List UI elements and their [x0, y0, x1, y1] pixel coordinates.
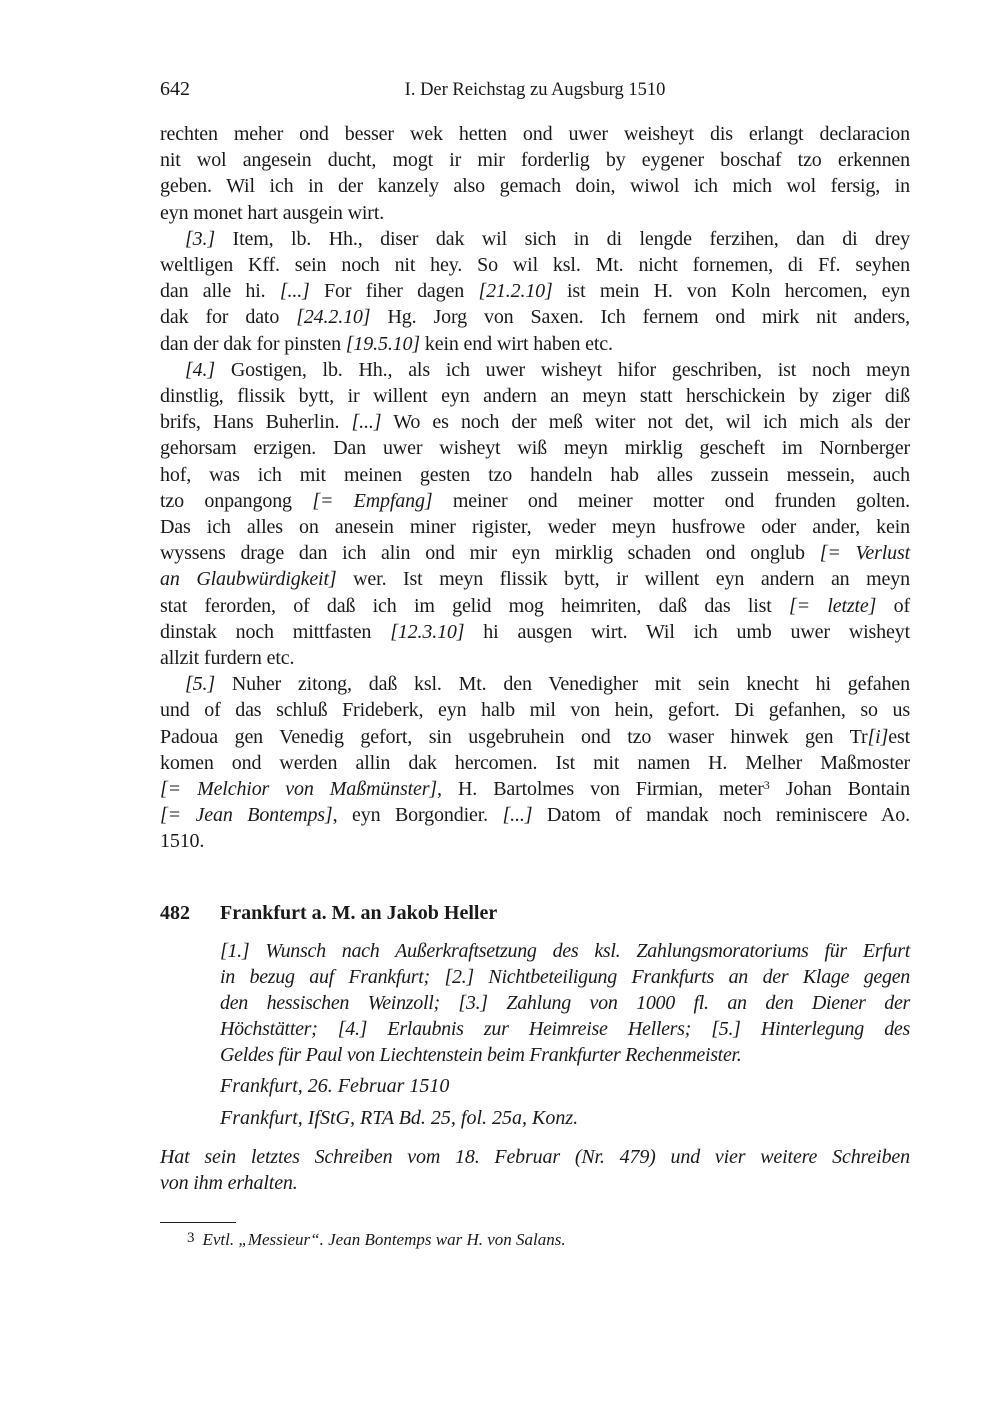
- regest-line: Höchstätter; [4.] Erlaubnis zur Heimreise Hellers; [5.] Hinterlegung des: [220, 1018, 910, 1040]
- editorial-annotation: [...]: [279, 280, 310, 303]
- text-segment: dak for dato: [160, 306, 297, 329]
- document-date: Frankfurt, 26. Februar 1510: [220, 1075, 450, 1097]
- body-line: [160, 147, 910, 173]
- editorial-annotation: [= Verlust: [819, 542, 910, 565]
- editorial-annotation: [i]: [867, 725, 889, 748]
- text-segment: nit wol angesein ducht, mogt ir mir forderlig by eygener boschaf tzo erkennen: [160, 149, 910, 172]
- text-segment: hof, was ich mit meinen gesten tzo handeln hab alles zussein messein, auch: [160, 463, 910, 486]
- document-title: Frankfurt a. M. an Jakob Heller: [220, 902, 498, 924]
- text-segment: ist mein H. von Koln hercomen, eyn: [552, 280, 910, 303]
- body-line: [160, 724, 910, 750]
- footnote-rule: [160, 1222, 236, 1223]
- text-segment: geben. Wil ich in der kanzely also gemach doin, wiwol ich mich wol fersig, in: [160, 175, 910, 198]
- text-segment: Gostigen, lb. Hh., als ich uwer wisheyt hifor geschriben, ist noch meyn: [214, 358, 910, 381]
- text-segment: 1510.: [160, 830, 205, 853]
- text-segment: gehorsam erzigen. Dan uwer wisheyt wiß meyn mirklig gescheft im Nornberger: [160, 437, 910, 460]
- body-line: [160, 383, 910, 409]
- text-segment: Johan Bontain: [769, 778, 911, 801]
- editorial-annotation: [...]: [351, 411, 382, 434]
- body-line: [160, 645, 910, 671]
- regest-line: in bezug auf Frankfurt; [2.] Nichtbeteiligung Frankfurts an der Klage gegen: [220, 966, 910, 988]
- text-segment: wer. Ist meyn flissik bytt, ir willent eyn andern an meyn: [336, 568, 910, 591]
- editorial-annotation: [24.2.10]: [296, 306, 371, 329]
- text-segment: wyssens drage dan ich alin ond mir eyn mirklig schaden ond onglub: [160, 542, 820, 565]
- editorial-annotation: [= Jean Bontemps]: [160, 804, 333, 827]
- text-segment: est: [888, 725, 910, 748]
- body-line: [160, 226, 910, 252]
- text-segment: Wo es noch der meß witer not det, wil ich mich als der: [381, 411, 910, 434]
- text-segment: Nuher zitong, daß ksl. Mt. den Venedigher mit sein knecht hi gefahen: [214, 673, 910, 696]
- editorial-annotation: [= Empfang]: [312, 489, 433, 512]
- body-line: [160, 278, 910, 304]
- body-line: [160, 252, 910, 278]
- editorial-annotation: [...]: [502, 804, 533, 827]
- text-segment: of: [876, 594, 910, 617]
- regest: [220, 938, 910, 1068]
- text-segment: und of das schluß Frideberk, eyn halb mil von hein, gefort. Di gefanhen, so us: [160, 699, 910, 722]
- body-line: [160, 409, 910, 435]
- text-segment: Hg. Jorg von Saxen. Ich fernem ond mirk nit anders,: [370, 306, 910, 329]
- text-segment: meiner ond meiner motter ond frunden golten.: [432, 489, 911, 512]
- document-summary: [160, 1144, 910, 1196]
- body-line: [160, 619, 910, 645]
- body-line: [160, 514, 910, 540]
- text-segment: rechten meher ond besser wek hetten ond uwer weisheyt dis erlangt declaracion: [160, 123, 910, 145]
- body-line: [160, 828, 910, 854]
- text-segment: dinstak noch mittfasten: [160, 620, 391, 643]
- editorial-annotation: [3.]: [185, 227, 215, 250]
- text-segment: , eyn Borgondier.: [332, 804, 503, 827]
- footnote-reference: 3: [763, 778, 770, 793]
- editorial-annotation: an Glaubwürdigkeit]: [160, 568, 337, 591]
- running-title: I. Der Reichstag zu Augsburg 1510: [404, 80, 666, 100]
- text-segment: For fiher dagen: [309, 280, 479, 303]
- text-segment: hi ausgen wirt. Wil ich umb uwer wisheyt: [464, 620, 910, 643]
- footnote-number: 3: [187, 1230, 195, 1246]
- body-line: [160, 173, 910, 199]
- text-segment: brifs, Hans Buherlin.: [160, 411, 352, 434]
- editorial-annotation: [= letzte]: [789, 594, 877, 617]
- text-segment: , H. Bartolmes von Firmian, meter: [437, 778, 764, 801]
- body-line: [160, 671, 910, 697]
- document-source: Frankfurt, IfStG, RTA Bd. 25, fol. 25a, Konz.: [220, 1107, 579, 1129]
- body-line: [160, 121, 910, 147]
- page-number: 642: [160, 78, 190, 100]
- body-line: [160, 566, 910, 592]
- text-segment: eyn monet hart ausgein wirt.: [160, 201, 385, 224]
- text-segment: Item, lb. Hh., diser dak wil sich in di lengde ferzihen, dan di drey: [214, 227, 910, 250]
- summary-line: von ihm erhalten.: [160, 1172, 298, 1194]
- body-line: [160, 435, 910, 461]
- text-segment: Padoua gen Venedig gefort, sin usgebruhein ond tzo waser hinwek gen Tr: [160, 725, 868, 748]
- footnote: [187, 1230, 566, 1250]
- text-segment: stat ferorden, of daß ich im gelid mog heimriten, daß das list: [160, 594, 790, 617]
- text-segment: Datom of mandak noch reminiscere Ao.: [532, 804, 910, 827]
- body-line: [160, 488, 910, 514]
- text-segment: dan alle hi.: [160, 280, 280, 303]
- regest-line: den hessischen Weinzoll; [3.] Zahlung von 1000 fl. an den Diener der: [220, 992, 910, 1014]
- editorial-annotation: [19.5.10]: [345, 332, 421, 355]
- body-line: [160, 697, 910, 723]
- body-line: [160, 776, 910, 802]
- letter-body-text: [160, 121, 910, 855]
- body-line: [160, 357, 910, 383]
- text-segment: komen ond werden allin dak hercomen. Ist mit namen H. Melher Maßmoster: [160, 751, 910, 774]
- text-segment: Das ich alles on anesein miner rigister, weder meyn husfrowe oder ander, kein: [160, 516, 910, 539]
- text-segment: allzit furdern etc.: [160, 647, 295, 670]
- document-number: 482: [160, 902, 190, 924]
- body-line: [160, 802, 910, 828]
- footnote-text: Evtl. „Messieur“. Jean Bontemps war H. von Salans.: [202, 1230, 566, 1249]
- running-header: [160, 78, 910, 106]
- text-segment: weltligen Kff. sein noch nit hey. So wil ksl. Mt. nicht fornemen, di Ff. seyhen: [160, 254, 910, 277]
- regest-line: [1.] Wunsch nach Außerkraftsetzung des ksl. Zahlungsmoratoriums für Erfurt: [220, 940, 910, 962]
- editorial-annotation: [5.]: [185, 673, 215, 696]
- regest-line: Geldes für Paul von Liechtenstein beim Frankfurter Rechenmeister.: [220, 1044, 742, 1066]
- summary-line: Hat sein letztes Schreiben vom 18. Februar (Nr. 479) und vier weitere Schreiben: [160, 1146, 910, 1168]
- body-line: [160, 750, 910, 776]
- body-line: [160, 462, 910, 488]
- editorial-annotation: [21.2.10]: [478, 280, 553, 303]
- text-segment: kein end wirt haben etc.: [420, 332, 613, 355]
- body-line: [160, 200, 910, 226]
- editorial-annotation: [12.3.10]: [390, 620, 465, 643]
- editorial-annotation: [4.]: [185, 358, 215, 381]
- body-line: [160, 540, 910, 566]
- text-segment: dinstlig, flissik bytt, ir willent eyn andern an meyn statt herschickein by ziger diß: [160, 385, 910, 408]
- body-line: [160, 593, 910, 619]
- text-segment: tzo onpangong: [160, 489, 313, 512]
- body-line: [160, 304, 910, 330]
- editorial-annotation: [= Melchior von Maßmünster]: [160, 778, 438, 801]
- text-segment: dan der dak for pinsten: [160, 332, 346, 355]
- body-line: [160, 331, 910, 357]
